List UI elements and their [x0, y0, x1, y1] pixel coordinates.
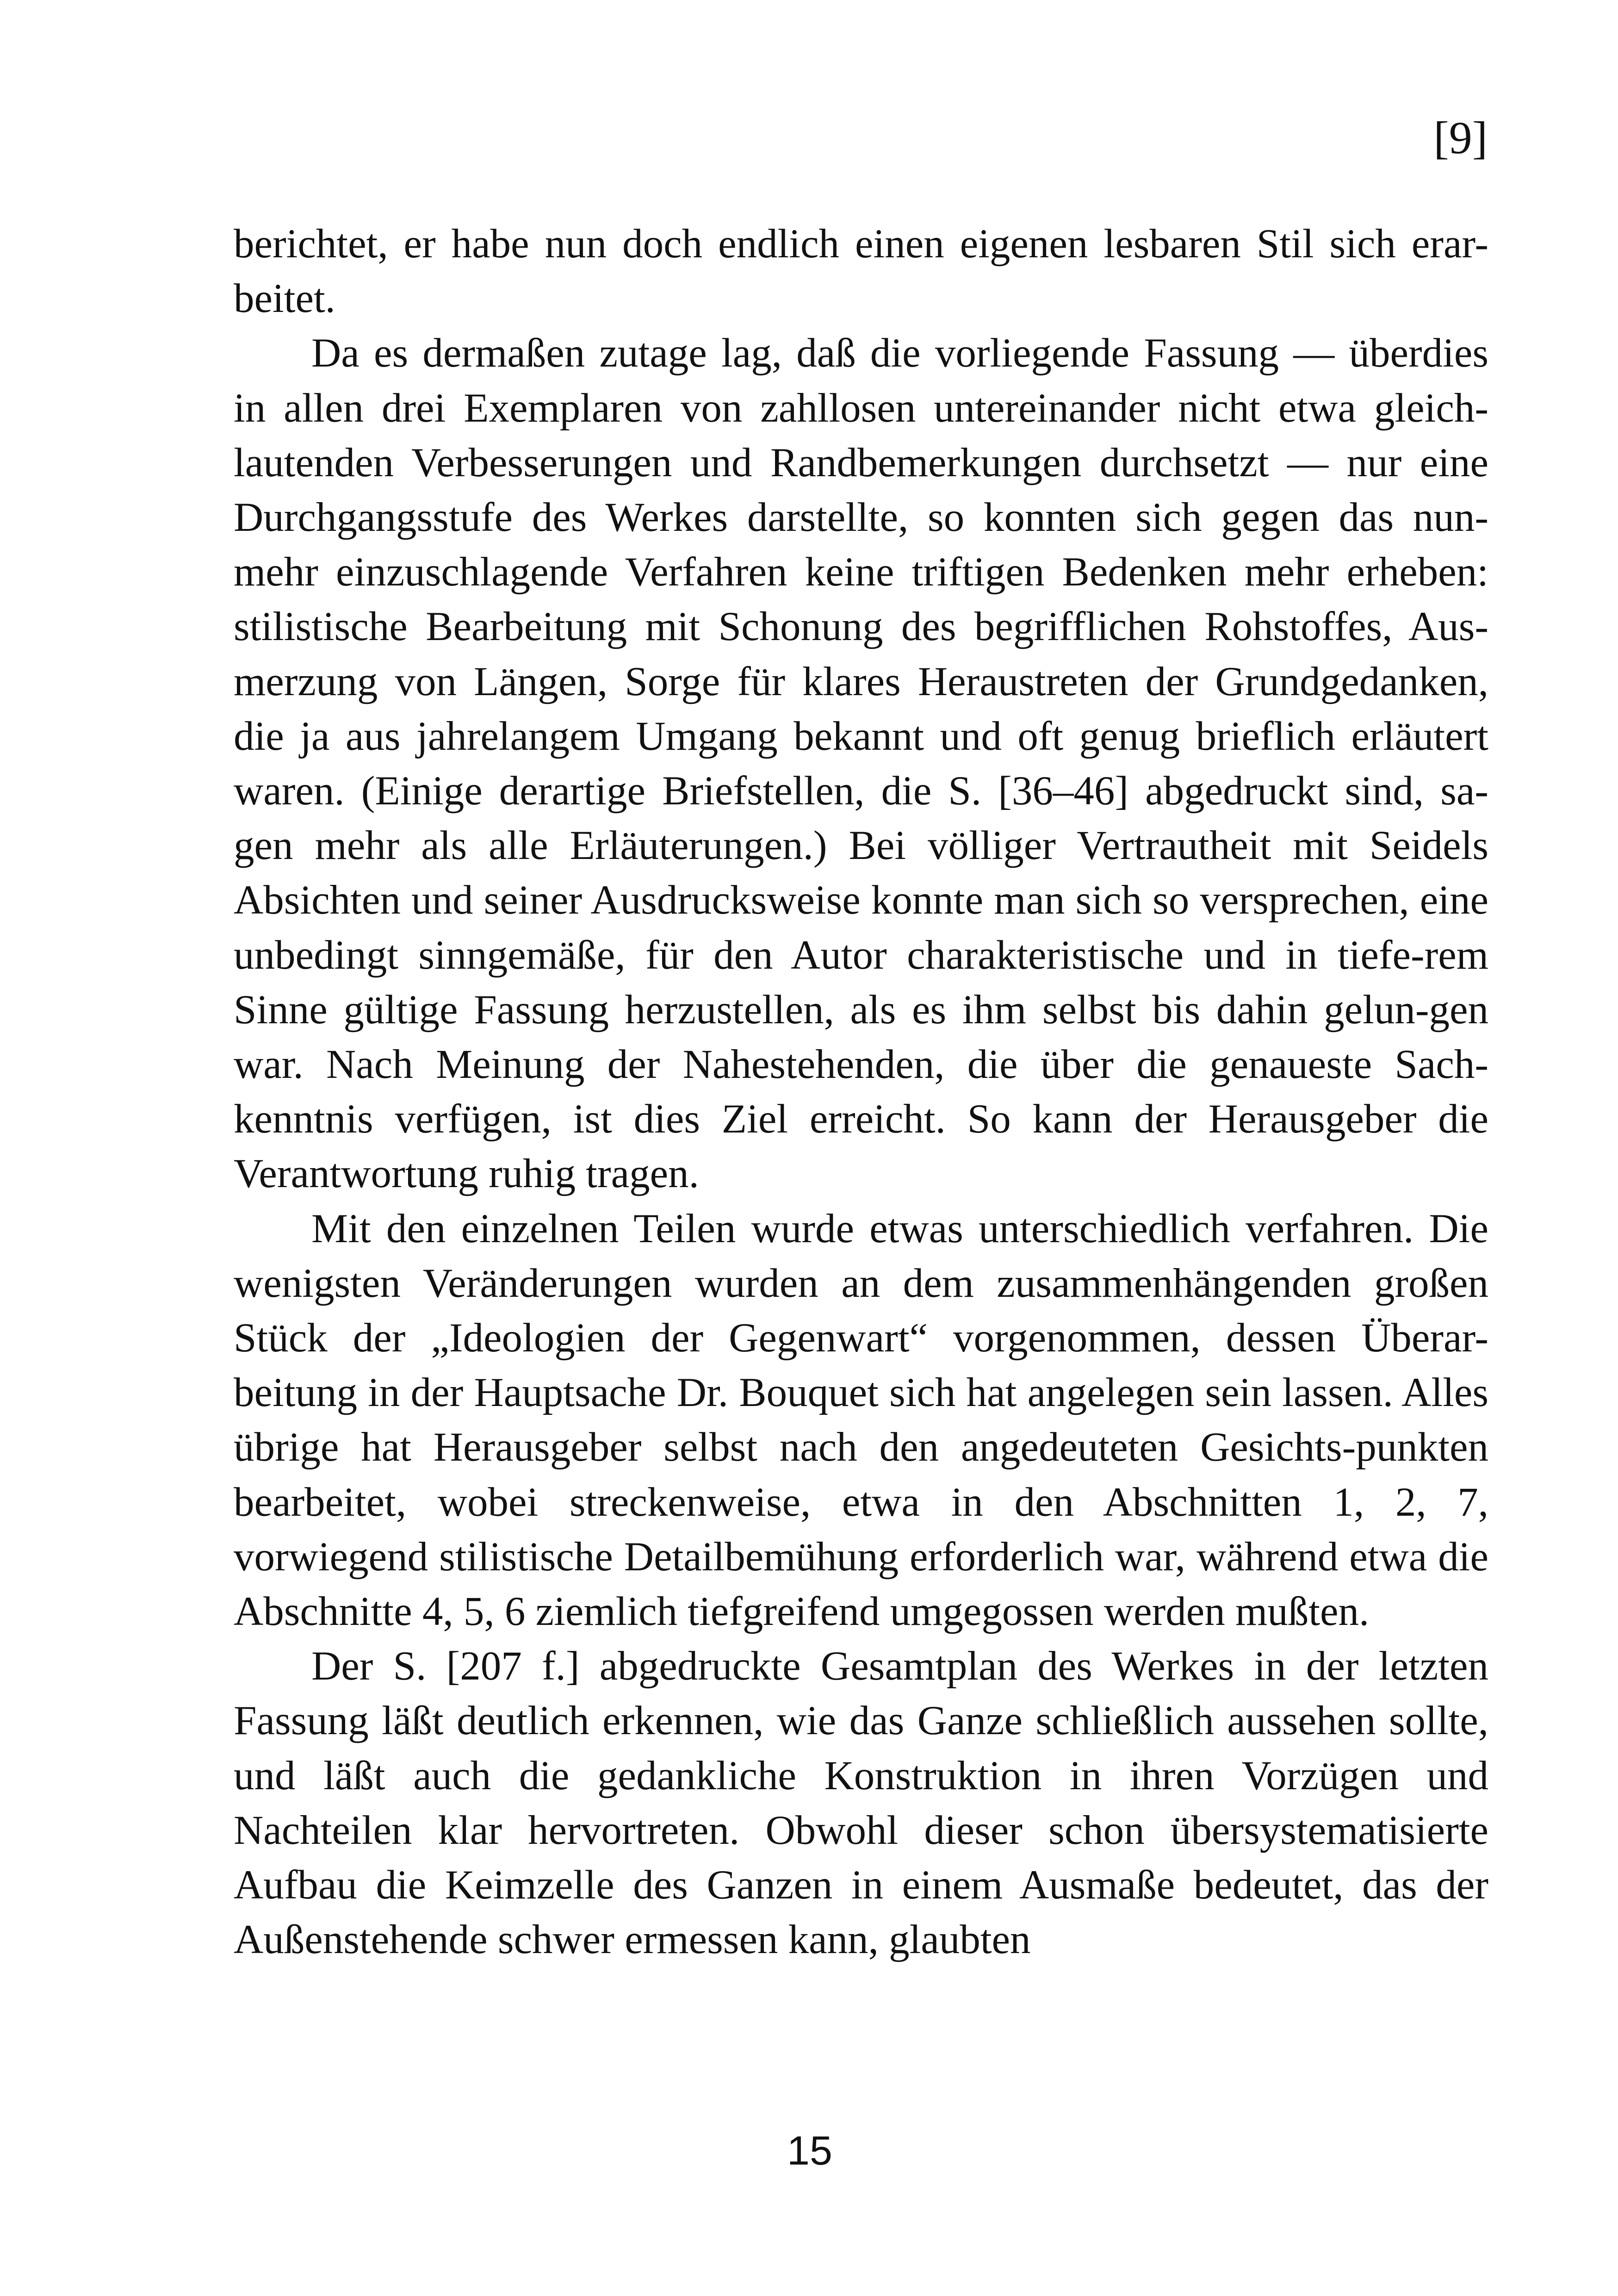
original-page-marker: [9] — [1433, 112, 1488, 163]
paragraph-treatment-of-parts: Mit den einzelnen Teilen wurde etwas unterschiedlich verfahren. Die wenigsten Veränderungen wurden an dem zusammenhängenden großen Stück der „Ideologien der Gegenwart“ vorgenommen, dessen Überar-beitung in der Hauptsache Dr. Bouquet sich hat angelegen sein lassen. Alles übrige hat Herausgeber selbst nach den angedeuteten Gesichts-punkten bearbeitet, wobei streckenweise, etwa in den Abschnitten 1, 2, 7, vorwiegend stilistische Detailbemühung erforderlich war, während etwa die Abschnitte 4, 5, 6 ziemlich tiefgreifend umgegossen werden mußten. — [234, 1206, 1488, 1635]
paragraph-revision-method: Da es dermaßen zutage lag, daß die vorliegende Fassung — überdies in allen drei Exemplaren von zahllosen untereinander nicht etwa gleich-lautenden Verbesserungen und Randbemerkungen durchsetzt — nur eine Durchgangsstufe des Werkes darstellte, so konnten sich gegen das nun-mehr einzuschlagende Verfahren keine triftigen Bedenken mehr erheben: stilistische Bearbeitung mit Schonung des begrifflichen Rohstoffes, Aus-merzung von Längen, Sorge für klares Heraustreten der Grundgedanken, die ja aus jahrelangem Umgang bekannt und oft genug brieflich erläutert waren. (Einige derartige Briefstellen, die S. [36–46] abgedruckt sind, sa-gen mehr als alle Erläuterungen.) Bei völliger Vertrautheit mit Seidels Absichten und seiner Ausdrucksweise konnte man sich so versprechen, eine unbedingt sinngemäße, für den Autor charakteristische und in tiefe-rem Sinne gültige Fassung herzustellen, als es ihm selbst bis dahin gelun-gen war. Nach Meinung der Nahestehenden, die über die genaueste Sach-kenntnis verfügen, ist dies Ziel erreicht. So kann der Herausgeber die Verantwortung ruhig tragen. — [234, 330, 1488, 1197]
paragraph-continuation: berichtet, er habe nun doch endlich einen eigenen lesbaren Stil sich erar-beitet. — [234, 221, 1488, 322]
paragraph-overall-plan: Der S. [207 f.] abgedruckte Gesamtplan des Werkes in der letzten Fassung läßt deutlich erkennen, wie das Ganze schließlich aussehen sollte, und läßt auch die gedankliche Konstruktion in ihren Vorzügen und Nachteilen klar hervortreten. Obwohl dieser schon übersystematisierte Aufbau die Keimzelle des Ganzen in einem Ausmaße bedeutet, das der Außenstehende schwer ermessen kann, glaubten — [234, 1643, 1488, 1963]
page-number: 15 — [787, 2128, 832, 2173]
body-text — [234, 217, 1488, 1967]
